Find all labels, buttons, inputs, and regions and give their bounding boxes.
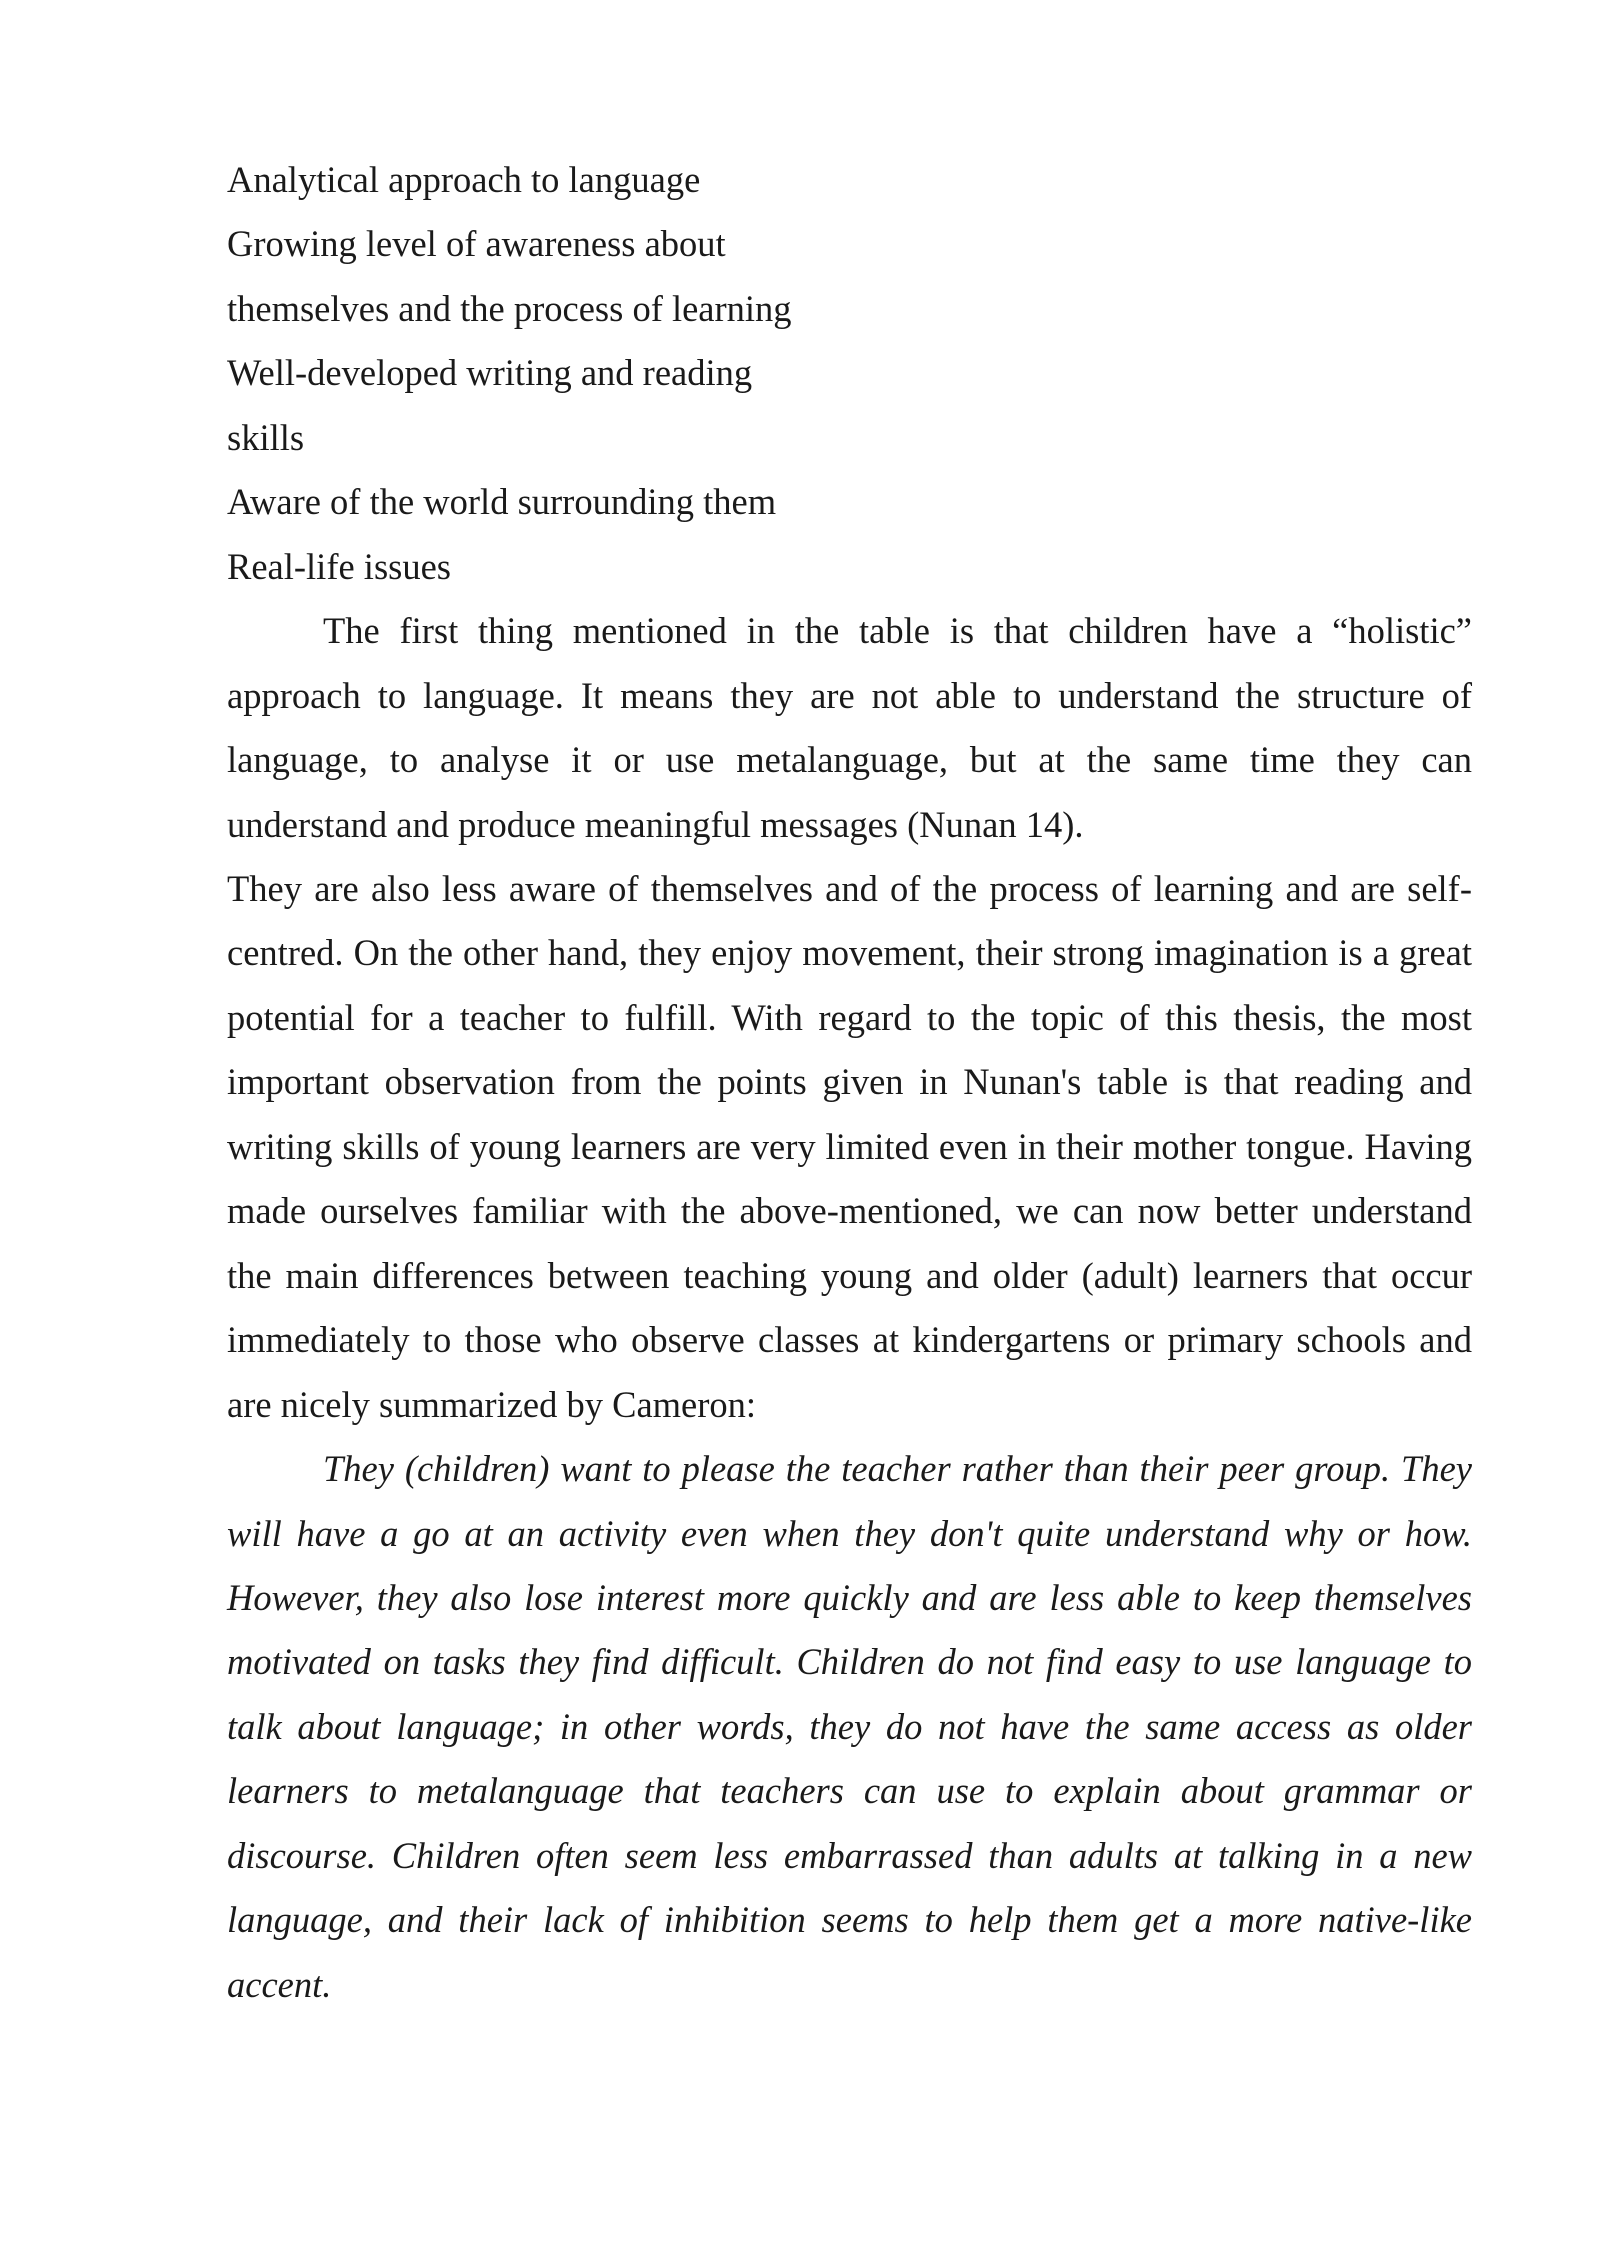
list-item: Growing level of awareness about bbox=[227, 223, 726, 265]
list-item: skills bbox=[227, 416, 305, 458]
block-quote-cameron: They (children) want to please the teacher rather than their peer group. They will have a go at an activity even when they don't quite understand why or how. However, they also lose interest more quickly and are less able to keep themselves motivated on tasks they find difficult. Children do not find easy to use language to talk about language; in other words, they do not have the same access as older learners to metalanguage that teachers can use to explain about grammar or discourse. Children often seem less embarrassed than adults at talking in a new language, and their lack of inhibition seems to help them get a more native-like accent. bbox=[227, 1448, 1472, 2005]
list-item: Well-developed writing and reading bbox=[227, 352, 753, 394]
list-item: themselves and the process of learning bbox=[227, 287, 792, 329]
list-item: Aware of the world surrounding them bbox=[227, 481, 777, 523]
list-item: Analytical approach to language bbox=[227, 159, 701, 200]
list-item: Real-life issues bbox=[227, 545, 452, 587]
paragraph-learner-differences: They are also less aware of themselves and of the process of learning and are self-centred. On the other hand, they enjoy movement, their strong imagination is a great potential for a teacher to fulfill. With regard to the topic of this thesis, the most important observation from the points given in Nunan's table is that reading and writing skills of young learners are very limited even in their mother tongue. Having made ourselves familiar with the above-mentioned, we can now better understand the main differences between teaching young and older (adult) learners that occur immediately to those who observe classes at kindergartens or primary schools and are nicely summarized by Cameron: bbox=[227, 867, 1472, 1425]
document-body bbox=[227, 148, 1472, 2017]
paragraph-holistic-approach: The first thing mentioned in the table is that children have a “holistic” approach to language. It means they are not able to understand the structure of language, to analyse it or use metalanguage, but at the same time they can understand and produce meaningful messages (Nunan 14). bbox=[227, 610, 1472, 845]
